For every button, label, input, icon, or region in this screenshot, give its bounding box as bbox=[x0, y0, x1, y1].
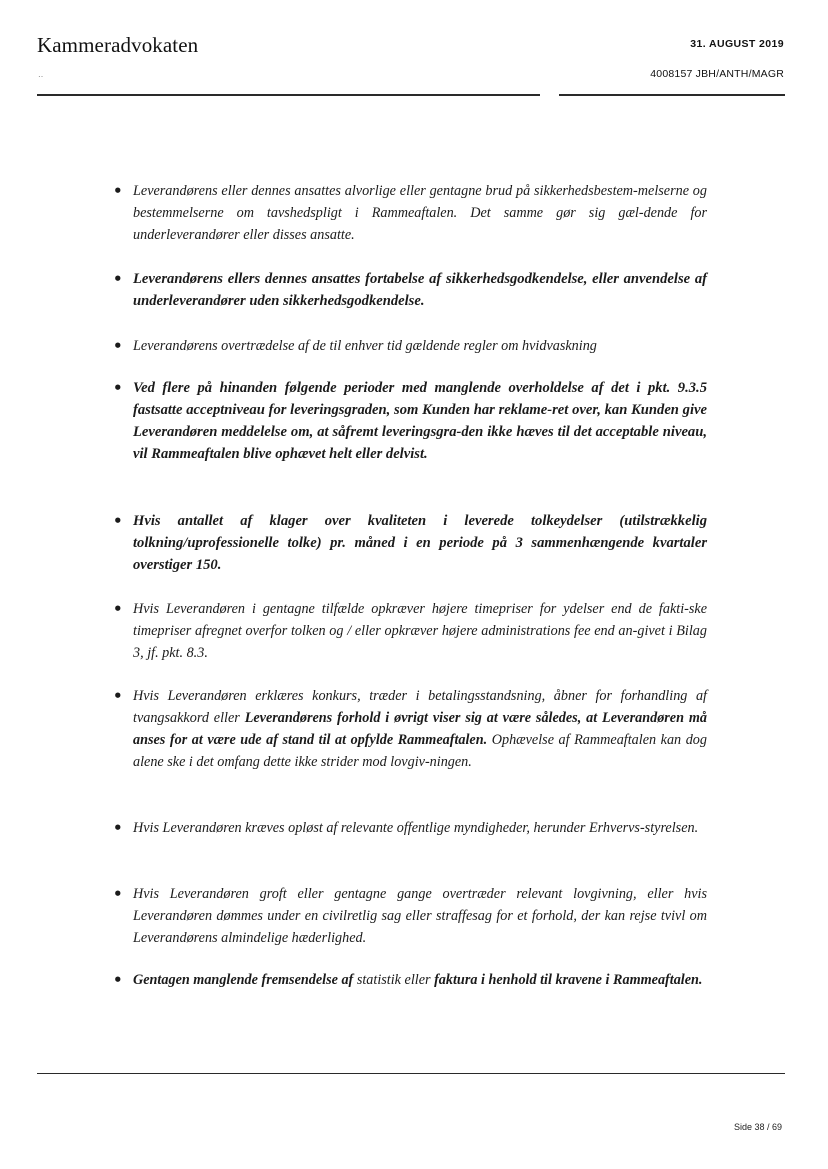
header-divider-left bbox=[37, 94, 540, 96]
list-item bbox=[113, 817, 707, 839]
list-item-text-emphasis: faktura i henhold til kravene i Rammeaftalen. bbox=[434, 972, 703, 988]
bullet-icon: • bbox=[113, 687, 123, 705]
scan-specks: ‥ bbox=[38, 70, 44, 79]
list-item bbox=[113, 335, 707, 357]
list-item-text-part: statistik eller bbox=[356, 972, 431, 988]
document-date: 31. AUGUST 2019 bbox=[690, 38, 784, 50]
list-item-text: Hvis Leverandøren kræves opløst af relevante offentlige myndigheder, herunder Erhvervs-styrelsen. bbox=[133, 820, 699, 836]
list-item bbox=[113, 510, 707, 576]
list-item-text-emphasis: Gentagen manglende fremsendelse af bbox=[133, 972, 354, 988]
page-number: Side 38 / 69 bbox=[733, 1122, 782, 1132]
bullet-icon: • bbox=[113, 885, 123, 903]
bullet-icon: • bbox=[113, 819, 123, 837]
list-item bbox=[113, 883, 707, 949]
list-item bbox=[113, 377, 707, 465]
list-item bbox=[113, 969, 707, 991]
document-reference: 4008157 JBH/ANTH/MAGR bbox=[650, 68, 784, 80]
bullet-icon: • bbox=[113, 600, 123, 618]
bullet-icon: • bbox=[113, 512, 123, 530]
list-item-text-part: Ophævelse af Rammeaftalen kan dog alene ske i det omfang dette ikke strider mod lovgiv-ningen. bbox=[133, 732, 707, 770]
list-item-text bbox=[133, 685, 707, 773]
list-item bbox=[113, 598, 707, 664]
bullet-icon: • bbox=[113, 182, 123, 200]
list-item-text: Ved flere på hinanden følgende perioder med manglende overholdelse af det i pkt. 9.3.5 fastsatte acceptniveau for leveringsgraden, som Kunden har reklame-ret over, kan Kunden give Leverandøren meddelelse om, at såfremt leveringsgra-den ikke hæves til det acceptable niveau, vil Rammeaftalen blive ophævet helt eller delvist. bbox=[133, 380, 707, 462]
footer-divider bbox=[37, 1073, 785, 1074]
list-item-text: Hvis antallet af klager over kvaliteten i leverede tolkeydelser (utilstrækkelig tolkning/uprofessionelle tolke) pr. måned i en periode på 3 sammenhængende kvartaler overstiger 150. bbox=[133, 513, 707, 573]
bullet-icon: • bbox=[113, 971, 123, 989]
bullet-icon: • bbox=[113, 270, 123, 288]
list-item-text bbox=[133, 969, 707, 991]
bullet-icon: • bbox=[113, 379, 123, 397]
list-item bbox=[113, 180, 707, 246]
firm-logo: Kammeradvokaten bbox=[37, 33, 199, 57]
header-divider-right bbox=[559, 94, 785, 96]
bullet-icon: • bbox=[113, 337, 123, 355]
list-item bbox=[113, 268, 707, 312]
list-item-text: Leverandørens eller dennes ansattes alvorlige eller gentagne brud på sikkerhedsbestem-melserne og bestemmelserne om tavshedspligt i Rammeaftalen. Det samme gør sig gæl-dende for underleverandører eller disses ansatte. bbox=[133, 183, 707, 243]
list-item-text: Hvis Leverandøren i gentagne tilfælde opkræver højere timepriser for ydelser end de fakti-ske timepriser afregnet overfor tolken og / eller opkræver højere administrations fee end an-givet i Bilag 3, jf. pkt. 8.3. bbox=[133, 601, 707, 661]
list-item-text-emphasis: Leverandørens forhold i øvrigt viser sig at være således, at Leverandøren må anses for at være ude af stand til at opfylde Rammeaftalen. bbox=[133, 710, 708, 748]
list-item-text: Leverandørens ellers dennes ansattes fortabelse af sikkerhedsgodkendelse, eller anvendelse af underleverandører uden sikkerhedsgodkendelse. bbox=[133, 271, 707, 309]
list-item-text: Leverandørens overtrædelse af de til enhver tid gældende regler om hvidvaskning bbox=[133, 338, 597, 354]
list-item bbox=[113, 685, 707, 773]
list-item-text: Hvis Leverandøren groft eller gentagne gange overtræder relevant lovgivning, eller hvis Leverandøren dømmes under en civilretlig sag eller straffesag for et forhold, der kan rejse tvivl om Leverandørens almindelige hæderlighed. bbox=[133, 886, 707, 946]
list-item-text-part: Hvis Leverandøren erklæres konkurs, træder i betalingsstandsning, åbner for forhandling af tvangsakkord eller bbox=[133, 688, 707, 726]
